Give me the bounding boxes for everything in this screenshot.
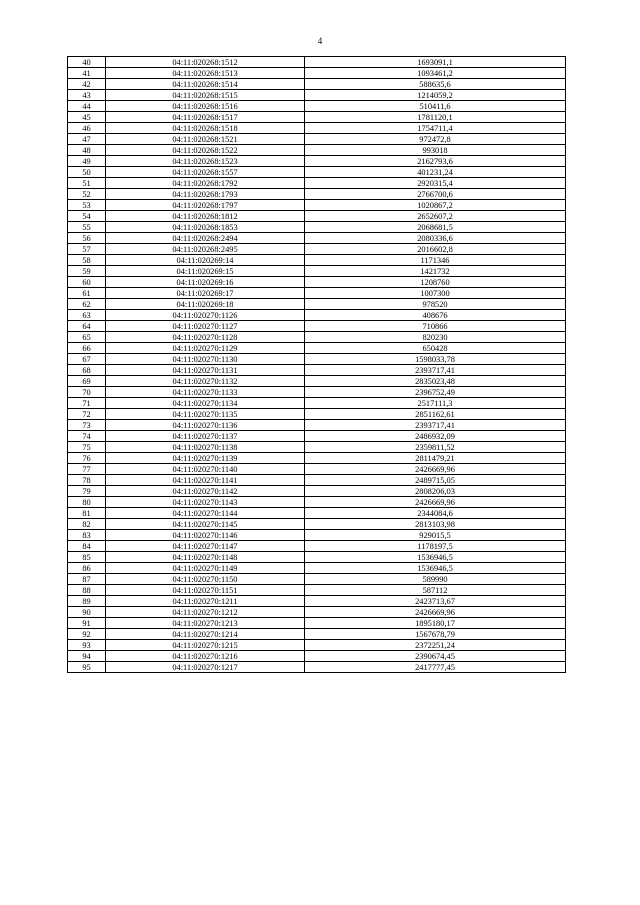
row-number-cell: 95 bbox=[68, 662, 106, 673]
cadastral-number-cell: 04:11:020268:1516 bbox=[106, 101, 305, 112]
table-row bbox=[68, 365, 566, 376]
table-row bbox=[68, 288, 566, 299]
cadastral-value-cell: 2393717,41 bbox=[305, 420, 566, 431]
row-number-cell: 65 bbox=[68, 332, 106, 343]
cadastral-value-cell: 589990 bbox=[305, 574, 566, 585]
table-row bbox=[68, 376, 566, 387]
cadastral-number-cell: 04:11:020270:1213 bbox=[106, 618, 305, 629]
table-row bbox=[68, 200, 566, 211]
row-number-cell: 47 bbox=[68, 134, 106, 145]
cadastral-number-cell: 04:11:020268:1812 bbox=[106, 211, 305, 222]
cadastral-value-cell: 2835023,48 bbox=[305, 376, 566, 387]
cadastral-value-cell: 2080336,6 bbox=[305, 233, 566, 244]
cadastral-value-cell: 2390674,45 bbox=[305, 651, 566, 662]
table-row bbox=[68, 79, 566, 90]
row-number-cell: 88 bbox=[68, 585, 106, 596]
cadastral-value-cell: 1536946,5 bbox=[305, 563, 566, 574]
row-number-cell: 58 bbox=[68, 255, 106, 266]
cadastral-number-cell: 04:11:020268:1523 bbox=[106, 156, 305, 167]
cadastral-number-cell: 04:11:020270:1128 bbox=[106, 332, 305, 343]
row-number-cell: 93 bbox=[68, 640, 106, 651]
cadastral-value-cell: 2808206,03 bbox=[305, 486, 566, 497]
row-number-cell: 84 bbox=[68, 541, 106, 552]
table-row bbox=[68, 552, 566, 563]
cadastral-number-cell: 04:11:020270:1211 bbox=[106, 596, 305, 607]
table-row bbox=[68, 156, 566, 167]
row-number-cell: 61 bbox=[68, 288, 106, 299]
cadastral-value-cell: 929015,5 bbox=[305, 530, 566, 541]
cadastral-value-cell: 2359811,52 bbox=[305, 442, 566, 453]
table-row bbox=[68, 222, 566, 233]
cadastral-value-cell: 1171346 bbox=[305, 255, 566, 266]
cadastral-value-cell: 1598033,78 bbox=[305, 354, 566, 365]
table-row bbox=[68, 662, 566, 673]
row-number-cell: 70 bbox=[68, 387, 106, 398]
cadastral-number-cell: 04:11:020270:1216 bbox=[106, 651, 305, 662]
table-row bbox=[68, 530, 566, 541]
cadastral-number-cell: 04:11:020268:1512 bbox=[106, 57, 305, 68]
cadastral-value-cell: 2426669,96 bbox=[305, 497, 566, 508]
table-body bbox=[68, 57, 566, 673]
cadastral-number-cell: 04:11:020269:15 bbox=[106, 266, 305, 277]
cadastral-value-cell: 2344084,6 bbox=[305, 508, 566, 519]
row-number-cell: 76 bbox=[68, 453, 106, 464]
cadastral-value-cell: 972472,8 bbox=[305, 134, 566, 145]
row-number-cell: 92 bbox=[68, 629, 106, 640]
cadastral-value-cell: 2851162,61 bbox=[305, 409, 566, 420]
cadastral-value-cell: 2489715,05 bbox=[305, 475, 566, 486]
cadastral-number-cell: 04:11:020268:1792 bbox=[106, 178, 305, 189]
row-number-cell: 75 bbox=[68, 442, 106, 453]
cadastral-value-cell: 2396752,49 bbox=[305, 387, 566, 398]
cadastral-number-cell: 04:11:020268:1793 bbox=[106, 189, 305, 200]
row-number-cell: 51 bbox=[68, 178, 106, 189]
cadastral-value-cell: 408676 bbox=[305, 310, 566, 321]
cadastral-number-cell: 04:11:020270:1144 bbox=[106, 508, 305, 519]
cadastral-number-cell: 04:11:020268:1515 bbox=[106, 90, 305, 101]
cadastral-number-cell: 04:11:020269:18 bbox=[106, 299, 305, 310]
table-row bbox=[68, 255, 566, 266]
cadastral-value-cell: 1781120,1 bbox=[305, 112, 566, 123]
cadastral-number-cell: 04:11:020270:1145 bbox=[106, 519, 305, 530]
row-number-cell: 41 bbox=[68, 68, 106, 79]
row-number-cell: 71 bbox=[68, 398, 106, 409]
row-number-cell: 78 bbox=[68, 475, 106, 486]
row-number-cell: 89 bbox=[68, 596, 106, 607]
cadastral-number-cell: 04:11:020268:1517 bbox=[106, 112, 305, 123]
cadastral-number-cell: 04:11:020270:1127 bbox=[106, 321, 305, 332]
row-number-cell: 48 bbox=[68, 145, 106, 156]
cadastral-value-cell: 2426669,96 bbox=[305, 464, 566, 475]
row-number-cell: 80 bbox=[68, 497, 106, 508]
table-row bbox=[68, 123, 566, 134]
cadastral-value-cell: 978520 bbox=[305, 299, 566, 310]
table-row bbox=[68, 387, 566, 398]
table-row bbox=[68, 541, 566, 552]
row-number-cell: 40 bbox=[68, 57, 106, 68]
cadastral-number-cell: 04:11:020270:1212 bbox=[106, 607, 305, 618]
cadastral-number-cell: 04:11:020270:1142 bbox=[106, 486, 305, 497]
table-row bbox=[68, 475, 566, 486]
cadastral-number-cell: 04:11:020268:2494 bbox=[106, 233, 305, 244]
row-number-cell: 50 bbox=[68, 167, 106, 178]
table-row bbox=[68, 607, 566, 618]
cadastral-number-cell: 04:11:020270:1217 bbox=[106, 662, 305, 673]
page-number: 4 bbox=[317, 36, 323, 46]
cadastral-number-cell: 04:11:020268:1797 bbox=[106, 200, 305, 211]
row-number-cell: 49 bbox=[68, 156, 106, 167]
cadastral-number-cell: 04:11:020268:2495 bbox=[106, 244, 305, 255]
row-number-cell: 85 bbox=[68, 552, 106, 563]
table-row bbox=[68, 508, 566, 519]
table-row bbox=[68, 409, 566, 420]
cadastral-value-cell: 1895180,17 bbox=[305, 618, 566, 629]
cadastral-value-cell: 1567678,79 bbox=[305, 629, 566, 640]
cadastral-number-cell: 04:11:020269:14 bbox=[106, 255, 305, 266]
cadastral-number-cell: 04:11:020270:1143 bbox=[106, 497, 305, 508]
table-row bbox=[68, 90, 566, 101]
row-number-cell: 67 bbox=[68, 354, 106, 365]
table-row bbox=[68, 145, 566, 156]
cadastral-number-cell: 04:11:020270:1137 bbox=[106, 431, 305, 442]
table-row bbox=[68, 134, 566, 145]
cadastral-number-cell: 04:11:020270:1126 bbox=[106, 310, 305, 321]
cadastral-value-cell: 2486932,09 bbox=[305, 431, 566, 442]
cadastral-value-cell: 1214059,2 bbox=[305, 90, 566, 101]
cadastral-number-cell: 04:11:020270:1151 bbox=[106, 585, 305, 596]
table-row bbox=[68, 57, 566, 68]
cadastral-value-cell: 820230 bbox=[305, 332, 566, 343]
cadastral-number-cell: 04:11:020270:1149 bbox=[106, 563, 305, 574]
cadastral-value-cell: 2920315,4 bbox=[305, 178, 566, 189]
table-row bbox=[68, 574, 566, 585]
cadastral-value-table bbox=[67, 56, 566, 673]
table-row bbox=[68, 453, 566, 464]
cadastral-number-cell: 04:11:020270:1140 bbox=[106, 464, 305, 475]
row-number-cell: 44 bbox=[68, 101, 106, 112]
cadastral-value-cell: 587112 bbox=[305, 585, 566, 596]
cadastral-value-cell: 588635,6 bbox=[305, 79, 566, 90]
table-row bbox=[68, 629, 566, 640]
row-number-cell: 81 bbox=[68, 508, 106, 519]
cadastral-number-cell: 04:11:020270:1214 bbox=[106, 629, 305, 640]
cadastral-number-cell: 04:11:020270:1148 bbox=[106, 552, 305, 563]
table-row bbox=[68, 464, 566, 475]
cadastral-value-cell: 2766700,6 bbox=[305, 189, 566, 200]
cadastral-value-cell: 2426669,96 bbox=[305, 607, 566, 618]
cadastral-value-cell: 2517111,3 bbox=[305, 398, 566, 409]
cadastral-number-cell: 04:11:020270:1130 bbox=[106, 354, 305, 365]
cadastral-number-cell: 04:11:020270:1146 bbox=[106, 530, 305, 541]
cadastral-value-cell: 2423713,67 bbox=[305, 596, 566, 607]
row-number-cell: 66 bbox=[68, 343, 106, 354]
cadastral-value-cell: 2372251,24 bbox=[305, 640, 566, 651]
row-number-cell: 60 bbox=[68, 277, 106, 288]
table-row bbox=[68, 68, 566, 79]
cadastral-value-cell: 2068681,5 bbox=[305, 222, 566, 233]
row-number-cell: 94 bbox=[68, 651, 106, 662]
cadastral-number-cell: 04:11:020269:17 bbox=[106, 288, 305, 299]
cadastral-value-cell: 2811479,21 bbox=[305, 453, 566, 464]
table-row bbox=[68, 519, 566, 530]
row-number-cell: 45 bbox=[68, 112, 106, 123]
table-row bbox=[68, 640, 566, 651]
cadastral-number-cell: 04:11:020268:1518 bbox=[106, 123, 305, 134]
cadastral-value-cell: 2813103,98 bbox=[305, 519, 566, 530]
row-number-cell: 62 bbox=[68, 299, 106, 310]
cadastral-number-cell: 04:11:020270:1133 bbox=[106, 387, 305, 398]
table-row bbox=[68, 233, 566, 244]
row-number-cell: 63 bbox=[68, 310, 106, 321]
cadastral-number-cell: 04:11:020270:1147 bbox=[106, 541, 305, 552]
row-number-cell: 73 bbox=[68, 420, 106, 431]
row-number-cell: 87 bbox=[68, 574, 106, 585]
table-row bbox=[68, 189, 566, 200]
row-number-cell: 55 bbox=[68, 222, 106, 233]
cadastral-value-cell: 1754711,4 bbox=[305, 123, 566, 134]
row-number-cell: 91 bbox=[68, 618, 106, 629]
cadastral-value-cell: 1007300 bbox=[305, 288, 566, 299]
cadastral-value-cell: 1178197,5 bbox=[305, 541, 566, 552]
cadastral-value-cell: 1208760 bbox=[305, 277, 566, 288]
table-row bbox=[68, 211, 566, 222]
row-number-cell: 90 bbox=[68, 607, 106, 618]
table-row bbox=[68, 563, 566, 574]
cadastral-number-cell: 04:11:020270:1141 bbox=[106, 475, 305, 486]
table-row bbox=[68, 112, 566, 123]
cadastral-number-cell: 04:11:020270:1129 bbox=[106, 343, 305, 354]
table-row bbox=[68, 596, 566, 607]
cadastral-number-cell: 04:11:020270:1131 bbox=[106, 365, 305, 376]
table-row bbox=[68, 266, 566, 277]
cadastral-value-cell: 2417777,45 bbox=[305, 662, 566, 673]
row-number-cell: 59 bbox=[68, 266, 106, 277]
cadastral-number-cell: 04:11:020268:1521 bbox=[106, 134, 305, 145]
table-row bbox=[68, 398, 566, 409]
cadastral-number-cell: 04:11:020268:1557 bbox=[106, 167, 305, 178]
row-number-cell: 77 bbox=[68, 464, 106, 475]
table-row bbox=[68, 321, 566, 332]
cadastral-number-cell: 04:11:020268:1514 bbox=[106, 79, 305, 90]
row-number-cell: 69 bbox=[68, 376, 106, 387]
table-row bbox=[68, 167, 566, 178]
cadastral-number-cell: 04:11:020269:16 bbox=[106, 277, 305, 288]
cadastral-number-cell: 04:11:020270:1135 bbox=[106, 409, 305, 420]
row-number-cell: 68 bbox=[68, 365, 106, 376]
row-number-cell: 74 bbox=[68, 431, 106, 442]
cadastral-number-cell: 04:11:020268:1513 bbox=[106, 68, 305, 79]
table-row bbox=[68, 277, 566, 288]
table-row bbox=[68, 486, 566, 497]
row-number-cell: 52 bbox=[68, 189, 106, 200]
cadastral-number-cell: 04:11:020270:1215 bbox=[106, 640, 305, 651]
table-row bbox=[68, 618, 566, 629]
table-row bbox=[68, 497, 566, 508]
cadastral-value-cell: 650428 bbox=[305, 343, 566, 354]
cadastral-number-cell: 04:11:020268:1853 bbox=[106, 222, 305, 233]
cadastral-number-cell: 04:11:020270:1132 bbox=[106, 376, 305, 387]
row-number-cell: 82 bbox=[68, 519, 106, 530]
cadastral-value-cell: 510411,6 bbox=[305, 101, 566, 112]
row-number-cell: 53 bbox=[68, 200, 106, 211]
row-number-cell: 64 bbox=[68, 321, 106, 332]
row-number-cell: 43 bbox=[68, 90, 106, 101]
cadastral-number-cell: 04:11:020270:1138 bbox=[106, 442, 305, 453]
row-number-cell: 86 bbox=[68, 563, 106, 574]
row-number-cell: 46 bbox=[68, 123, 106, 134]
cadastral-number-cell: 04:11:020270:1136 bbox=[106, 420, 305, 431]
cadastral-value-cell: 1536946,5 bbox=[305, 552, 566, 563]
cadastral-value-cell: 2393717,41 bbox=[305, 365, 566, 376]
cadastral-value-cell: 1020867,2 bbox=[305, 200, 566, 211]
cadastral-value-cell: 2162793,6 bbox=[305, 156, 566, 167]
table-row bbox=[68, 442, 566, 453]
cadastral-value-cell: 710866 bbox=[305, 321, 566, 332]
cadastral-number-cell: 04:11:020270:1150 bbox=[106, 574, 305, 585]
cadastral-number-cell: 04:11:020268:1522 bbox=[106, 145, 305, 156]
cadastral-value-cell: 401231,24 bbox=[305, 167, 566, 178]
table-row bbox=[68, 651, 566, 662]
table-row bbox=[68, 178, 566, 189]
row-number-cell: 79 bbox=[68, 486, 106, 497]
cadastral-value-cell: 2016602,8 bbox=[305, 244, 566, 255]
table-row bbox=[68, 101, 566, 112]
row-number-cell: 56 bbox=[68, 233, 106, 244]
table-row bbox=[68, 420, 566, 431]
table-row bbox=[68, 332, 566, 343]
table-row bbox=[68, 310, 566, 321]
table-row bbox=[68, 354, 566, 365]
cadastral-value-cell: 1421732 bbox=[305, 266, 566, 277]
row-number-cell: 83 bbox=[68, 530, 106, 541]
table-row bbox=[68, 299, 566, 310]
row-number-cell: 42 bbox=[68, 79, 106, 90]
cadastral-value-cell: 993018 bbox=[305, 145, 566, 156]
cadastral-value-cell: 1093461,2 bbox=[305, 68, 566, 79]
cadastral-number-cell: 04:11:020270:1134 bbox=[106, 398, 305, 409]
table-row bbox=[68, 244, 566, 255]
cadastral-value-cell: 2652607,2 bbox=[305, 211, 566, 222]
row-number-cell: 72 bbox=[68, 409, 106, 420]
cadastral-number-cell: 04:11:020270:1139 bbox=[106, 453, 305, 464]
row-number-cell: 57 bbox=[68, 244, 106, 255]
table-row bbox=[68, 431, 566, 442]
table-row bbox=[68, 343, 566, 354]
row-number-cell: 54 bbox=[68, 211, 106, 222]
table-row bbox=[68, 585, 566, 596]
cadastral-value-cell: 1693091,1 bbox=[305, 57, 566, 68]
